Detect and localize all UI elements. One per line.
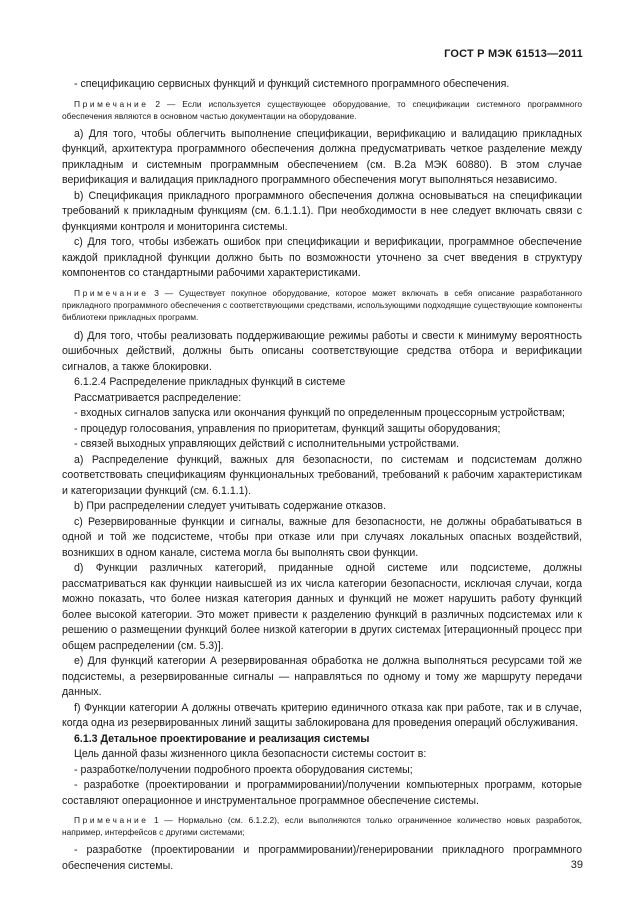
- body-paragraph: c) Резервированные функции и сигналы, важные для безопасности, не должны обрабатываться в одной и той же подсистеме, чтобы при отказе или при случаях локальных опасных воздействий, возникших в одном канале, система могла бы выполнять свои функции.: [62, 515, 582, 559]
- note-paragraph: [62, 98, 582, 122]
- body-paragraph: - разработке/получении подробного проекта оборудования системы;: [74, 763, 413, 776]
- body-paragraph: d) Для того, чтобы реализовать поддерживающие режимы работы и свести к минимуму вероятность ошибочных действий, должны быть описаны соответствующие средства отбора и верификации сигналов, а также блокировки.: [62, 329, 582, 373]
- body-paragraph: c) Для того, чтобы избежать ошибок при спецификации и верификации, программное обеспечение каждой прикладной функции должно быть по возможности уточнено за счет введения в структуру компонентов со стандартными рабочими характеристиками.: [62, 236, 583, 280]
- body-paragraph: b) Спецификация прикладного программного обеспечения должна основываться на спецификации требований к прикладным функциям (см. 6.1.1.1). При необходимости в нее следует включать связи с функциями контроля и мониторинга системы.: [62, 189, 582, 233]
- document-header: ГОСТ Р МЭК 61513—2011: [444, 48, 583, 60]
- section-heading: 6.1.3 Детальное проектирование и реализация системы: [74, 732, 370, 745]
- body-paragraph: b) При распределении следует учитывать содержание отказов.: [74, 500, 387, 513]
- page-body: [62, 77, 582, 874]
- body-paragraph: d) Функции различных категорий, приданные одной системе или подсистеме, должны рассматриваться как функции наивысшей из их числа категории безопасности, исключая случаи, когда можно показать, что более низкая категория данных и функций не может нарушить работу функций более высокой категории. Это может привести к разделению функций в различных подсистемах или к решению о размещении функций более низкой категории в других системах [итерационный процесс при общем распределении (см. 5.3)].: [62, 562, 582, 652]
- note-text: 3 — Существует покупное оборудование, которое может включать в себя описание разработанного прикладного программного обеспечения с соответствующими средствами, использующими подходящие существующие компоненты библиотеки прикладных программ.: [62, 287, 583, 323]
- body-paragraph: a) Для того, чтобы облегчить выполнение спецификации, верификацию и валидацию прикладных функций, архитектура программного обеспечения должна предусматривать четкое разделение между прикладным и системным программным обеспечением (см. В.2а МЭК 60880). В этом случае верификация и валидация прикладного программного обеспечения могут выполняться независимо.: [62, 127, 582, 187]
- body-paragraph: - спецификацию сервисных функций и функций системного программного обеспечения.: [74, 78, 510, 90]
- body-paragraph: - разработке (проектировании и программировании)/получении компьютерных программ, которые составляют операционное и инструментальное программное обеспечение системы.: [62, 779, 582, 807]
- note-paragraph: [62, 287, 582, 324]
- body-paragraph: Цель данной фазы жизненного цикла безопасности системы состоит в:: [74, 748, 427, 761]
- body-paragraph: - процедур голосования, управления по приоритетам, функций защиты оборудования;: [74, 422, 501, 435]
- body-paragraph: e) Для функций категории А резервированная обработка не должна выполняться ресурсами той же подсистемы, а резервированные сигналы — направляться по одному и тому же маршруту передачи данных.: [62, 655, 582, 699]
- note-paragraph: [62, 814, 582, 838]
- note-label: Примечание: [74, 815, 149, 826]
- body-paragraph: Рассматривается распределение:: [74, 391, 242, 404]
- page-number: 39: [570, 859, 583, 871]
- body-paragraph: a) Распределение функций, важных для безопасности, по системам и подсистемам должно соответствовать спецификациям функциональных требований, требований к рабочим характеристикам и категоризации функций (см. 6.1.1.1).: [62, 453, 582, 497]
- body-paragraph: 6.1.2.4 Распределение прикладных функций в системе: [74, 376, 346, 389]
- note-text: 1 — Нормально (см. 6.1.2.2), если выполняются только ограниченное количество новых разработок, например, интерфейсов с другими системами;: [62, 815, 583, 838]
- body-paragraph: - входных сигналов запуска или окончания функций по определенным процессорным устройствам;: [74, 407, 565, 420]
- body-paragraph: f) Функции категории А должны отвечать критерию единичного отказа как при работе, так и в случае, когда одна из резервированных линий защиты заблокирована для проведения операций обслуживания.: [62, 701, 582, 730]
- body-paragraph: - разработке (проектировании и программировании)/генерировании прикладного программного обеспечения системы.: [62, 844, 582, 872]
- body-paragraph: - связей выходных управляющих действий с исполнительными устройствами.: [74, 438, 460, 451]
- note-label: Примечание: [74, 287, 149, 298]
- note-text: 2 — Если используется существующее оборудование, то спецификации системного программного обеспечения являются в основном частью документации на оборудование.: [62, 98, 582, 121]
- note-label: Примечание: [74, 98, 149, 109]
